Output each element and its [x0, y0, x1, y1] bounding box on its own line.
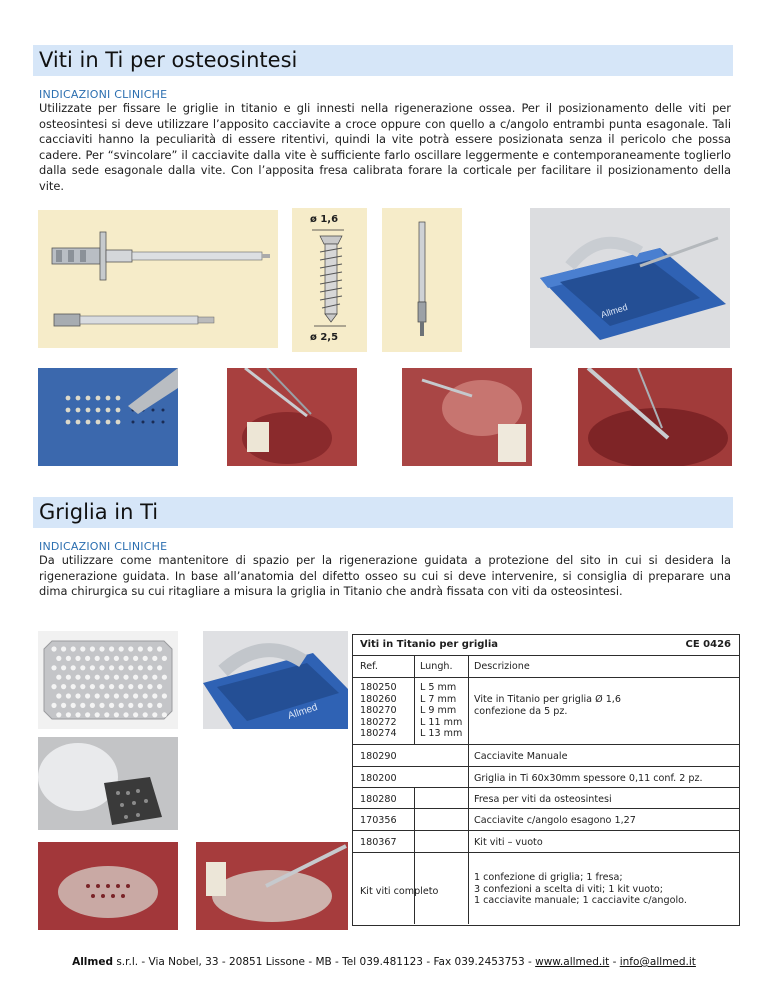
ref-code: 180367	[360, 837, 397, 848]
mesh-hole	[128, 703, 133, 708]
table-header-row	[353, 655, 739, 678]
mesh-hole	[80, 684, 85, 689]
ref-code: 180280	[360, 794, 397, 805]
description-line: 1 cacciavite manuale; 1 cacciavite c/angolo.	[474, 895, 687, 907]
footer-brand: Allmed	[72, 956, 113, 968]
tray-product-photo	[530, 208, 730, 348]
table-row	[353, 744, 739, 767]
clinical-mesh-photo-2	[196, 842, 348, 930]
mesh-hole	[66, 712, 71, 717]
description: Kit viti – vuoto	[474, 837, 543, 848]
header-ref: Ref.	[360, 661, 378, 672]
mesh-hole	[85, 712, 90, 717]
ref-code: 180250	[360, 682, 397, 693]
mesh-hole	[51, 703, 56, 708]
mesh-hole	[71, 703, 76, 708]
length-list	[420, 682, 462, 740]
ref-code: 180200	[360, 773, 397, 784]
mesh-hole	[66, 693, 71, 698]
footer-separator: -	[609, 956, 620, 968]
mesh-hole	[109, 703, 114, 708]
mesh-hole	[80, 665, 85, 670]
drill-drawing	[382, 208, 462, 352]
mesh-hole	[95, 656, 100, 661]
mesh-hole	[85, 693, 90, 698]
mesh-hole	[143, 656, 148, 661]
mesh-hole	[99, 665, 104, 670]
section-title: Griglia in Ti	[39, 500, 159, 524]
mesh-hole	[104, 693, 109, 698]
mesh-hole	[157, 665, 162, 670]
ref-code: 180270	[360, 705, 397, 717]
website-link[interactable]: www.allmed.it	[535, 956, 610, 968]
product-table	[352, 634, 740, 926]
mesh-hole	[138, 665, 143, 670]
mesh-hole	[114, 675, 119, 680]
length-value: L 5 mm	[420, 682, 457, 693]
table-row	[353, 677, 739, 745]
mesh-hole	[109, 665, 114, 670]
mesh-hole	[123, 712, 128, 717]
mesh-hole	[162, 693, 167, 698]
mesh-hole	[95, 712, 100, 717]
screw-drawing	[292, 208, 367, 352]
mesh-hole	[128, 665, 133, 670]
mesh-hole	[75, 693, 80, 698]
mesh-hole	[51, 684, 56, 689]
table-title: Viti in Titanio per griglia	[360, 639, 499, 650]
mesh-hole	[152, 675, 157, 680]
mesh-hole	[152, 656, 157, 661]
mesh-hole	[162, 656, 167, 661]
mesh-hole	[143, 693, 148, 698]
description: Cacciavite Manuale	[474, 751, 568, 762]
description: Cacciavite c/angolo esagono 1,27	[474, 815, 636, 826]
clinical-photo-4	[578, 368, 732, 466]
clinical-photo-tray	[38, 368, 178, 466]
mesh-hole	[104, 656, 109, 661]
mesh-hole	[119, 684, 124, 689]
mesh-hole	[90, 646, 95, 651]
mesh-hole	[51, 665, 56, 670]
length-value: L 7 mm	[420, 693, 457, 705]
section-description: Da utilizzare come mantenitore di spazio per la rigenerazione guidata a protezione del sito in cui si desidera la rigenerazione guidata. In base all’anatomia del difetto osseo su cui si deve intervenire, si consiglia di preparare una dima chirurgica su cui ritagliare a misura la griglia in Titanio che andrà fissata con viti da osteosintesi.	[39, 553, 731, 599]
ref-code: 180272	[360, 716, 397, 728]
ref-code: 170356	[360, 815, 397, 826]
section-description: Utilizzate per fissare le griglie in titanio e gli innesti nella rigenerazione ossea. Per il posizionamento delle viti per osteosintesi si deve utilizzare l’apposito cacciavite a croce oppure con quello a c/angolo entrambi punta esagonale. Tali cacciaviti hanno la peculiarità di essere ritentivi, quindi la vite potrà essere posizionata senza il pericolo che possa cadere. Per “svincolare” il cacciavite dalla vite è sufficiente farlo oscillare leggermente e contemporaneamente toglierlo dalla sede esagonale dalla vite. Con l’apposita fresa calibrata forare la corticale per facilitare il posizionamento della vite.	[39, 101, 731, 193]
section-label: INDICAZIONI CLINICHE	[39, 88, 168, 101]
section-title-band	[33, 497, 733, 528]
mesh-graphic	[38, 631, 178, 729]
mesh-hole	[99, 703, 104, 708]
mesh-hole	[85, 656, 90, 661]
clinical-mesh-photo-1	[38, 842, 178, 930]
table-row	[353, 766, 739, 788]
ref-code: 180274	[360, 728, 397, 740]
mesh-hole	[85, 675, 90, 680]
titanium-mesh-photo	[38, 631, 178, 729]
mesh-hole	[157, 646, 162, 651]
length-value: L 9 mm	[420, 705, 457, 717]
description-line: 1 confezione di griglia; 1 fresa;	[474, 872, 623, 883]
ref-code: 180260	[360, 693, 397, 705]
mesh-hole	[119, 646, 124, 651]
header-description: Descrizione	[474, 661, 530, 672]
mesh-hole	[66, 656, 71, 661]
mesh-hole	[80, 703, 85, 708]
screw-diameter-bottom-label: ø 2,5	[310, 332, 339, 343]
length-value: L 11 mm	[420, 716, 463, 728]
mesh-hole	[123, 675, 128, 680]
footer-address: s.r.l. - Via Nobel, 33 - 20851 Lissone - MB - Tel 039.481123 - Fax 039.2453753 -	[112, 956, 536, 968]
mesh-hole	[147, 646, 152, 651]
mesh-hole	[147, 665, 152, 670]
mesh-hole	[147, 703, 152, 708]
mesh-hole	[119, 665, 124, 670]
mesh-hole	[80, 646, 85, 651]
mesh-hole	[95, 693, 100, 698]
section-label: INDICAZIONI CLINICHE	[39, 540, 168, 553]
mesh-hole	[61, 684, 66, 689]
kit-description	[474, 872, 687, 907]
screw-diameter-top-label: ø 1,6	[310, 214, 339, 225]
mesh-hole	[66, 675, 71, 680]
clinical-photo-2	[227, 368, 357, 466]
mesh-hole	[123, 693, 128, 698]
mesh-hole	[61, 646, 66, 651]
section-title: Viti in Ti per osteosintesi	[39, 48, 298, 72]
mesh-hole	[147, 684, 152, 689]
kit-name: Kit viti completo	[360, 886, 439, 897]
mesh-hole	[61, 665, 66, 670]
mesh-hole	[119, 703, 124, 708]
mesh-hole	[152, 693, 157, 698]
tray-mesh-photo	[203, 631, 348, 729]
mesh-hole	[56, 656, 61, 661]
table-row	[353, 787, 739, 809]
mesh-hole	[128, 684, 133, 689]
mesh-hole	[90, 684, 95, 689]
mesh-hole	[152, 712, 157, 717]
table-row-kit	[353, 852, 739, 925]
description-line: confezione da 5 pz.	[474, 705, 568, 717]
mesh-hole	[71, 665, 76, 670]
mesh-hole	[138, 684, 143, 689]
ref-list	[360, 682, 397, 740]
mesh-hole	[95, 675, 100, 680]
mesh-hole	[56, 675, 61, 680]
mesh-hole	[104, 675, 109, 680]
mesh-hole	[56, 693, 61, 698]
screw-description	[474, 694, 621, 717]
ref-code: 180290	[360, 751, 397, 762]
mesh-hole	[114, 712, 119, 717]
ce-mark: CE 0426	[685, 639, 731, 650]
screwdriver-drawing	[38, 210, 278, 348]
clinical-photo-3	[402, 368, 532, 466]
mesh-hole	[123, 656, 128, 661]
mesh-hole	[143, 675, 148, 680]
mesh-hole	[109, 684, 114, 689]
table-row	[353, 808, 739, 831]
description: Fresa per viti da osteosintesi	[474, 794, 612, 805]
header-length: Lungh.	[420, 661, 453, 672]
tray-brand-text: Allmed	[286, 701, 320, 722]
mesh-hole	[56, 712, 61, 717]
mesh-hole	[133, 712, 138, 717]
mesh-hole	[71, 646, 76, 651]
mesh-hole	[109, 646, 114, 651]
mesh-hole	[157, 684, 162, 689]
mesh-hole	[114, 656, 119, 661]
mesh-hole	[61, 703, 66, 708]
mesh-hole	[71, 684, 76, 689]
mesh-hole	[114, 693, 119, 698]
mesh-hole	[138, 646, 143, 651]
footer	[0, 956, 768, 968]
mesh-hole	[133, 656, 138, 661]
mesh-hole	[133, 693, 138, 698]
description: Griglia in Ti 60x30mm spessore 0,11 conf. 2 pz.	[474, 773, 703, 784]
mesh-hole	[104, 712, 109, 717]
mesh-hole	[75, 656, 80, 661]
mesh-hole	[157, 703, 162, 708]
section-title-band	[33, 45, 733, 76]
mesh-hole	[128, 646, 133, 651]
mesh-hole	[99, 646, 104, 651]
mesh-hole	[138, 703, 143, 708]
mesh-cutting-photo	[38, 737, 178, 830]
mesh-hole	[75, 712, 80, 717]
mesh-hole	[162, 675, 167, 680]
mesh-hole	[133, 675, 138, 680]
mesh-hole	[143, 712, 148, 717]
description-line: 3 confezioni a scelta di viti; 1 kit vuoto;	[474, 883, 664, 895]
mesh-hole	[99, 684, 104, 689]
tray-brand-text: Allmed	[599, 301, 629, 320]
mesh-hole	[90, 665, 95, 670]
email-link[interactable]: info@allmed.it	[619, 956, 696, 968]
mesh-hole	[90, 703, 95, 708]
mesh-hole	[162, 712, 167, 717]
mesh-hole	[51, 646, 56, 651]
length-value: L 13 mm	[420, 728, 463, 740]
table-row	[353, 830, 739, 853]
mesh-hole	[75, 675, 80, 680]
description-line: Vite in Titanio per griglia Ø 1,6	[474, 694, 621, 705]
